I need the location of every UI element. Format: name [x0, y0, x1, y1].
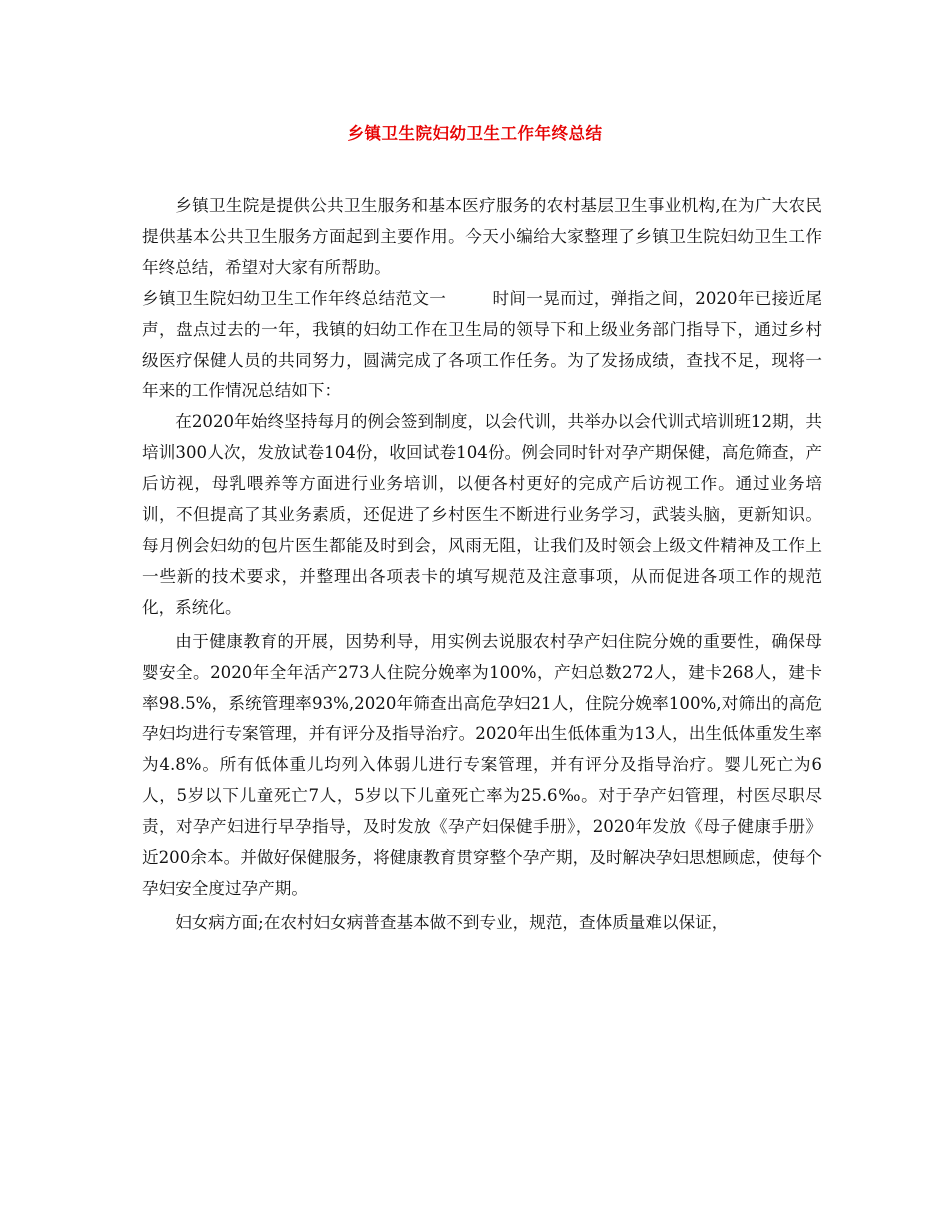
- section-opening-text: 时间一晃而过，弹指之间，2020年已接近尾声，盘点过去的一年，我镇的妇幼工作在卫生局的领导下和上级业务部门指导下，通过乡村级医疗保健人员的共同努力，圆满完成了各项工作任务。为了发扬成绩，查找不足，现将一年来的工作情况总结如下：: [142, 288, 823, 401]
- section-heading: 乡镇卫生院妇幼卫生工作年终总结范文一: [142, 288, 447, 308]
- section-paragraph: [142, 284, 822, 408]
- document-title: 乡镇卫生院妇幼卫生工作年终总结: [347, 124, 603, 143]
- document-body: [142, 191, 822, 939]
- body-paragraph-maternal-health: 由于健康教育的开展，因势利导，用实例去说服农村孕产妇住院分娩的重要性，确保母婴安全。2020年全年活产273人住院分娩率为100%，产妇总数272人，建卡268人，建卡率98.5%，系统管理率93%,2020年筛查出高危孕妇21人，住院分娩率100%,对筛出的高危孕妇均进行专案管理，并有评分及指导治疗。2020年出生低体重为13人，出生低体重发生率为4.8%。所有低体重儿均列入体弱儿进行专案管理，并有评分及指导治疗。婴儿死亡为6人，5岁以下儿童死亡7人，5岁以下儿童死亡率为25.6‰。对于孕产妇管理，村医尽职尽责，对孕产妇进行早孕指导，及时发放《孕产妇保健手册》，2020年发放《母子健康手册》近200余本。并做好保健服务，将健康教育贯穿整个孕产期，及时解决孕妇思想顾虑，使每个孕妇安全度过孕产期。: [142, 631, 822, 898]
- intro-paragraph: 乡镇卫生院是提供公共卫生服务和基本医疗服务的农村基层卫生事业机构,在为广大农民提供基本公共卫生服务方面起到主要作用。今天小编给大家整理了乡镇卫生院妇幼卫生工作年终总结，希望对大家有所帮助。: [142, 196, 822, 277]
- body-paragraph-gynecology: 妇女病方面;在农村妇女病普查基本做不到专业，规范，查体质量难以保证，: [175, 912, 729, 932]
- body-paragraph-training: 在2020年始终坚持每月的例会签到制度，以会代训，共举办以会代训式培训班12期，共培训300人次，发放试卷104份，收回试卷104份。例会同时针对孕产期保健，高危筛查，产后访视，母乳喂养等方面进行业务培训，以便各村更好的完成产后访视工作。通过业务培训，不但提高了其业务素质，还促进了乡村医生不断进行业务学习，武装头脑，更新知识。每月例会妇幼的包片医生都能及时到会，风雨无阻，让我们及时领会上级文件精神及工作上一些新的技术要求，并整理出各项表卡的填写规范及注意事项，从而促进各项工作的规范化，系统化。: [142, 412, 822, 617]
